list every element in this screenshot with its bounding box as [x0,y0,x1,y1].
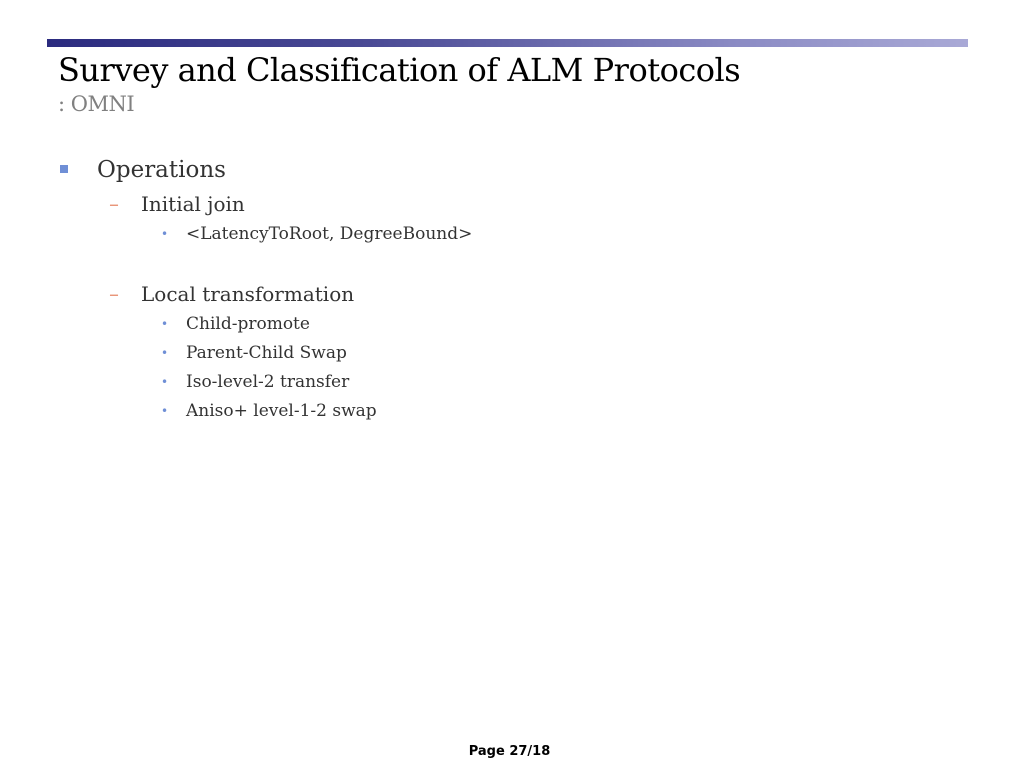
dash-bullet-icon: – [109,192,119,216]
slide-subtitle: : OMNI [58,92,135,116]
dot-bullet-icon: • [161,227,169,241]
page-number: Page 27/18 [468,744,551,759]
dot-bullet-icon: • [161,404,169,418]
dot-bullet-icon: • [161,375,169,389]
title-bar [47,39,968,47]
list-item: Aniso+ level-1-2 swap [186,401,377,421]
list-item: Parent-Child Swap [186,343,347,363]
dot-bullet-icon: • [161,317,169,331]
list-item: Child-promote [186,314,310,334]
bullet-operations: Operations [97,157,226,183]
bullet-initial-join: Initial join [141,192,245,216]
list-item: Iso-level-2 transfer [186,372,350,392]
square-bullet-icon [60,165,68,173]
dot-bullet-icon: • [161,346,169,360]
list-item: <LatencyToRoot, DegreeBound> [186,224,473,244]
bullet-local-transformation: Local transformation [141,282,355,306]
slide-title: Survey and Classification of ALM Protocols [58,51,741,89]
dash-bullet-icon: – [109,282,119,306]
